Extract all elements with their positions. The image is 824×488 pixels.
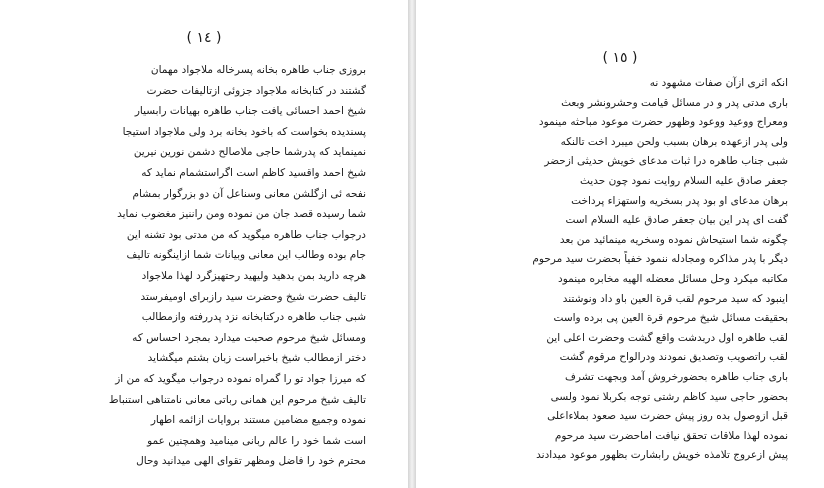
text-line: جعفر صادق علیه السلام روایت نمود چون حدیث (580, 174, 788, 187)
page-body (462, 74, 788, 466)
text-line: که میرزا جواد تو را گمراه نموده درجواب میگوید که من از (115, 372, 366, 385)
book-gutter (408, 0, 416, 488)
text-line: بحقیقت مسائل شیخ مرحوم قرة العین پی برده واست (553, 312, 788, 325)
text-line: پسندیده بخواست که باخود بخانه برد ولی ملاجواد استیجا (122, 125, 366, 138)
text-line: انکه اثری ازآن صفات مشهود نه (649, 77, 788, 89)
left-page (0, 0, 408, 488)
text-line: چگونه شما استیحاش نموده وسخریه مینمائید من بعد (559, 233, 788, 246)
text-line: اینبود که سید مرحوم لقب قرة العین باو داد ونوشتند (562, 292, 788, 305)
text-line: هرچه دارید بمن بدهید ولیهید رحتهیزگرد لهذا ملاجواد (141, 269, 366, 282)
text-line: است شما خود را عالم ربانی مینامید وهمچنین عمو (147, 434, 366, 447)
text-line: دیگر با پدر مذاکره ومجادله ننمود خفیاً بحضرت سید مرحوم (532, 253, 788, 266)
text-line: بروزی جناب طاهره بخانه پسرخاله ملاجواد مهمان (150, 64, 366, 76)
page-number: ( ١٤ ) (186, 30, 222, 46)
text-line: پیش ازعروج تلامذه خویش رابشارت بظهور موعود میدادند (536, 449, 788, 462)
page-number: ( ١٥ ) (602, 50, 638, 66)
right-page (416, 0, 824, 488)
text-line: شما رسیده قصد جان من نموده ومن راننیز مغضوب نماید (117, 208, 366, 221)
text-line: برهان مدعای او بود پدر بسخریه واستهزاء پرداخت (571, 194, 788, 207)
text-line: لقب طاهره اول دربدشت واقع گشت وحضرت اعلی این (546, 331, 788, 344)
text-line: جام بوده وطالب این معانی وبیانات شما ازاینگونه تالیف (126, 249, 366, 262)
text-line: شیخ احمد واقسید کاظم است اگراستشمام نماید که (141, 166, 366, 179)
text-line: شیخ احمد احسائی یافت جناب طاهره بهیانات رابسیار (134, 105, 366, 118)
text-line: نمینماید که پدرشما حاجی ملاصالح دشمن نورین نیرین (133, 146, 366, 159)
text-line: تالیف حضرت شیخ وحضرت سید رازبرای اومیفرستد (140, 290, 366, 303)
text-line: باری مدتی پدر و در مسائل قیامت وحشرونشر وبعث (561, 96, 788, 109)
text-line: قبل ازوصول بده روز پیش حضرت سید صعود بملاءاعلی (547, 410, 788, 423)
text-line: باری جناب طاهره بحضورخروش آمد وبجهت تشرف (565, 370, 788, 383)
text-line: شبی جناب طاهره درکتابخانه نزد پدررفته وازمطالب (141, 311, 366, 324)
text-line: تالیف شیخ مرحوم این همانی رباتی معانی نامتناهی استنباط (108, 393, 366, 406)
text-line: نفحه ئی ازگلشن معانی وسناعل آن دو بزرگوار بمشام (132, 187, 366, 200)
text-line: محترم خود را فاضل ومظهر تقوای الهی میدانید وحال (136, 455, 366, 468)
text-line: دختر ازمطالب شیخ باخبراست زبان بشتم میگشاید (147, 352, 366, 365)
text-line: لقب راتصویب وتصدیق نمودند ودرالواح مرقوم گشت (559, 351, 788, 364)
text-line: شبی جناب طاهره درا ثبات مدعای خویش حدیثی ازحضر (544, 155, 788, 168)
text-line: درجواب جناب طاهره میگوید که من مدتی بود تشنه این (126, 228, 366, 241)
text-line: مکاتبه میکرد وحل مسائل معضله الهیه مخابره مینمود (558, 272, 788, 285)
text-line: بحضور حاجی سید کاظم رشتی توجه بکربلا نمود ولسی (550, 390, 788, 403)
text-line: ومسائل شیخ مرحوم صحبت میدارد بمجرد احساس که (132, 331, 366, 344)
text-line: ومعراج ووعید ووعود وظهور حضرت موعود مباحثه مینمود (538, 116, 788, 129)
text-line: نموده لهذا ملاقات تحقق نیافت اماحضرت سید مرحوم (554, 429, 788, 442)
text-line: ولی پدر ازعهده برهان بسبب ولحن میبرد اخت تالنکه (560, 135, 788, 148)
text-line: نموده وجمیع مضامین مستند بروایات ازائمه اطهار (150, 414, 366, 427)
text-line: گفت ای پدر این بیان جعفر صادق علیه السلام است (565, 214, 788, 227)
page-body (36, 60, 366, 472)
text-line: گشتند در کتابخانه ملاجواد جزوئی ازتالیفات حضرت (146, 84, 366, 97)
